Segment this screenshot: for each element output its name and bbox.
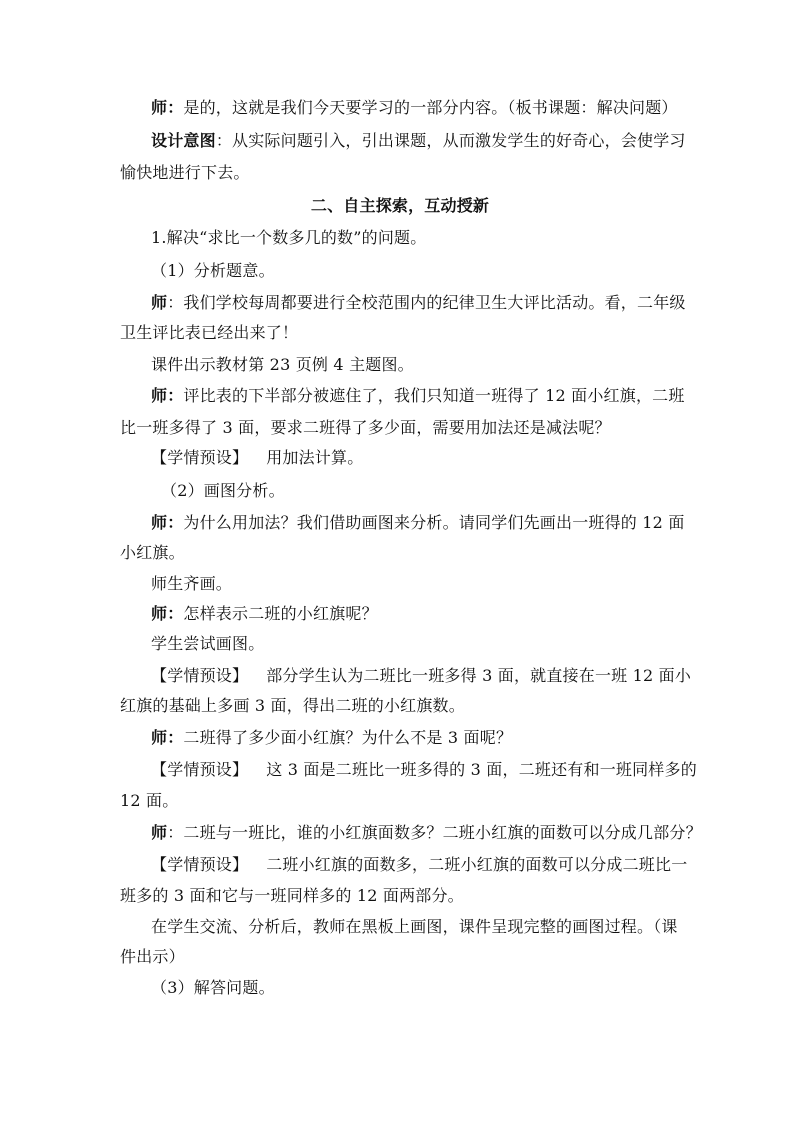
section-heading: 二、自主探索，互动授新 xyxy=(310,196,490,215)
line-text: 课件出示教材第 23 页例 4 主题图。 xyxy=(151,355,414,374)
paragraph-line xyxy=(151,723,681,753)
prediction-tag: 【学情预设】 xyxy=(151,448,249,467)
paragraph-line xyxy=(151,912,681,942)
line-text: 在学生交流、分析后，教师在黑板上画图，课件呈现完整的画图过程。（课 xyxy=(151,917,678,936)
speaker-label: 师： xyxy=(151,604,184,623)
paragraph-line xyxy=(151,973,681,1003)
speaker-label: 师： xyxy=(151,513,184,532)
line-text: 卫生评比表已经出来了！ xyxy=(120,323,299,342)
line-text: 12 面。 xyxy=(120,791,179,810)
paragraph-line xyxy=(120,158,680,188)
line-text: 件出示） xyxy=(120,947,185,966)
paragraph-line xyxy=(151,223,681,253)
design-intent-label: 设计意图 xyxy=(151,131,216,150)
prediction-tag: 【学情预设】 xyxy=(151,760,249,779)
prediction-tag: 【学情预设】 xyxy=(151,666,249,685)
line-text: 小红旗。 xyxy=(120,543,185,562)
line-text: （2）画图分析。 xyxy=(161,481,285,500)
line-text: 用加法计算。 xyxy=(266,448,364,467)
speaker-label: 师： xyxy=(151,728,184,747)
line-text: 愉快地进行下去。 xyxy=(120,163,250,182)
line-text: 红旗的基础上多画 3 面，得出二班的小红旗数。 xyxy=(120,696,465,715)
paragraph-line xyxy=(120,942,680,972)
speaker-label: 师 xyxy=(151,823,168,842)
paragraph-line xyxy=(120,691,680,721)
paragraph-line xyxy=(161,476,681,506)
speaker-label: 师： xyxy=(151,98,184,117)
line-text: 二班小红旗的面数多，二班小红旗的面数可以分成二班比一 xyxy=(266,855,688,874)
paragraph-line xyxy=(151,93,681,123)
line-text: 师生齐画。 xyxy=(151,574,233,593)
paragraph-line xyxy=(151,350,681,380)
paragraph-line xyxy=(151,569,681,599)
line-text: （3）解答问题。 xyxy=(151,978,275,997)
speaker-label: 师： xyxy=(151,386,184,405)
paragraph-line xyxy=(151,508,685,538)
paragraph-line xyxy=(151,818,702,848)
line-text: （1）分析题意。 xyxy=(151,261,275,280)
prediction-tag: 【学情预设】 xyxy=(151,855,249,874)
paragraph-line xyxy=(120,786,680,816)
paragraph-line xyxy=(151,850,688,880)
paragraph-line xyxy=(151,629,681,659)
line-text: ：我们学校每周都要进行全校范围内的纪律卫生大评比活动。看，二年级 xyxy=(167,293,686,312)
paragraph-line xyxy=(151,755,697,785)
paragraph-line xyxy=(151,443,681,473)
line-text: ：从实际问题引入，引出课题，从而激发学生的好奇心，会使学习 xyxy=(215,131,686,150)
paragraph-line xyxy=(151,126,686,156)
paragraph-line xyxy=(151,599,681,629)
line-text: 评比表的下半部分被遮住了，我们只知道一班得了 12 面小红旗，二班 xyxy=(183,386,685,405)
line-text: 这 3 面是二班比一班多得的 3 面，二班还有和一班同样多的 xyxy=(266,760,697,779)
line-text: 二班得了多少面小红旗？为什么不是 3 面呢？ xyxy=(183,728,513,747)
paragraph-line xyxy=(151,288,686,318)
paragraph-line xyxy=(120,538,680,568)
line-text: 部分学生认为二班比一班多得 3 面，就直接在一班 12 面小 xyxy=(266,666,692,685)
paragraph-line xyxy=(151,661,692,691)
line-text: 班多的 3 面和它与一班同样多的 12 面两部分。 xyxy=(120,886,464,905)
paragraph-line xyxy=(120,413,680,443)
line-text: 为什么用加法？我们借助画图来分析。请同学们先画出一班得的 12 面 xyxy=(183,513,685,532)
paragraph-line xyxy=(120,318,680,348)
line-text: 是的，这就是我们今天要学习的一部分内容。（板书课题：解决问题） xyxy=(183,98,678,117)
speaker-label: 师 xyxy=(151,293,168,312)
line-text: ：二班与一班比，谁的小红旗面数多？二班小红旗的面数可以分成几部分？ xyxy=(167,823,702,842)
line-text: 怎样表示二班的小红旗呢？ xyxy=(183,604,378,623)
paragraph-line xyxy=(120,881,680,911)
paragraph-line xyxy=(151,381,685,411)
line-text: 学生尝试画图。 xyxy=(151,634,265,653)
line-text: 比一班多得了 3 面，要求二班得了多少面，需要用加法还是减法呢？ xyxy=(120,418,611,437)
paragraph-line xyxy=(151,256,681,286)
line-text: 1.解决“求比一个数多几的数”的问题。 xyxy=(151,228,427,247)
